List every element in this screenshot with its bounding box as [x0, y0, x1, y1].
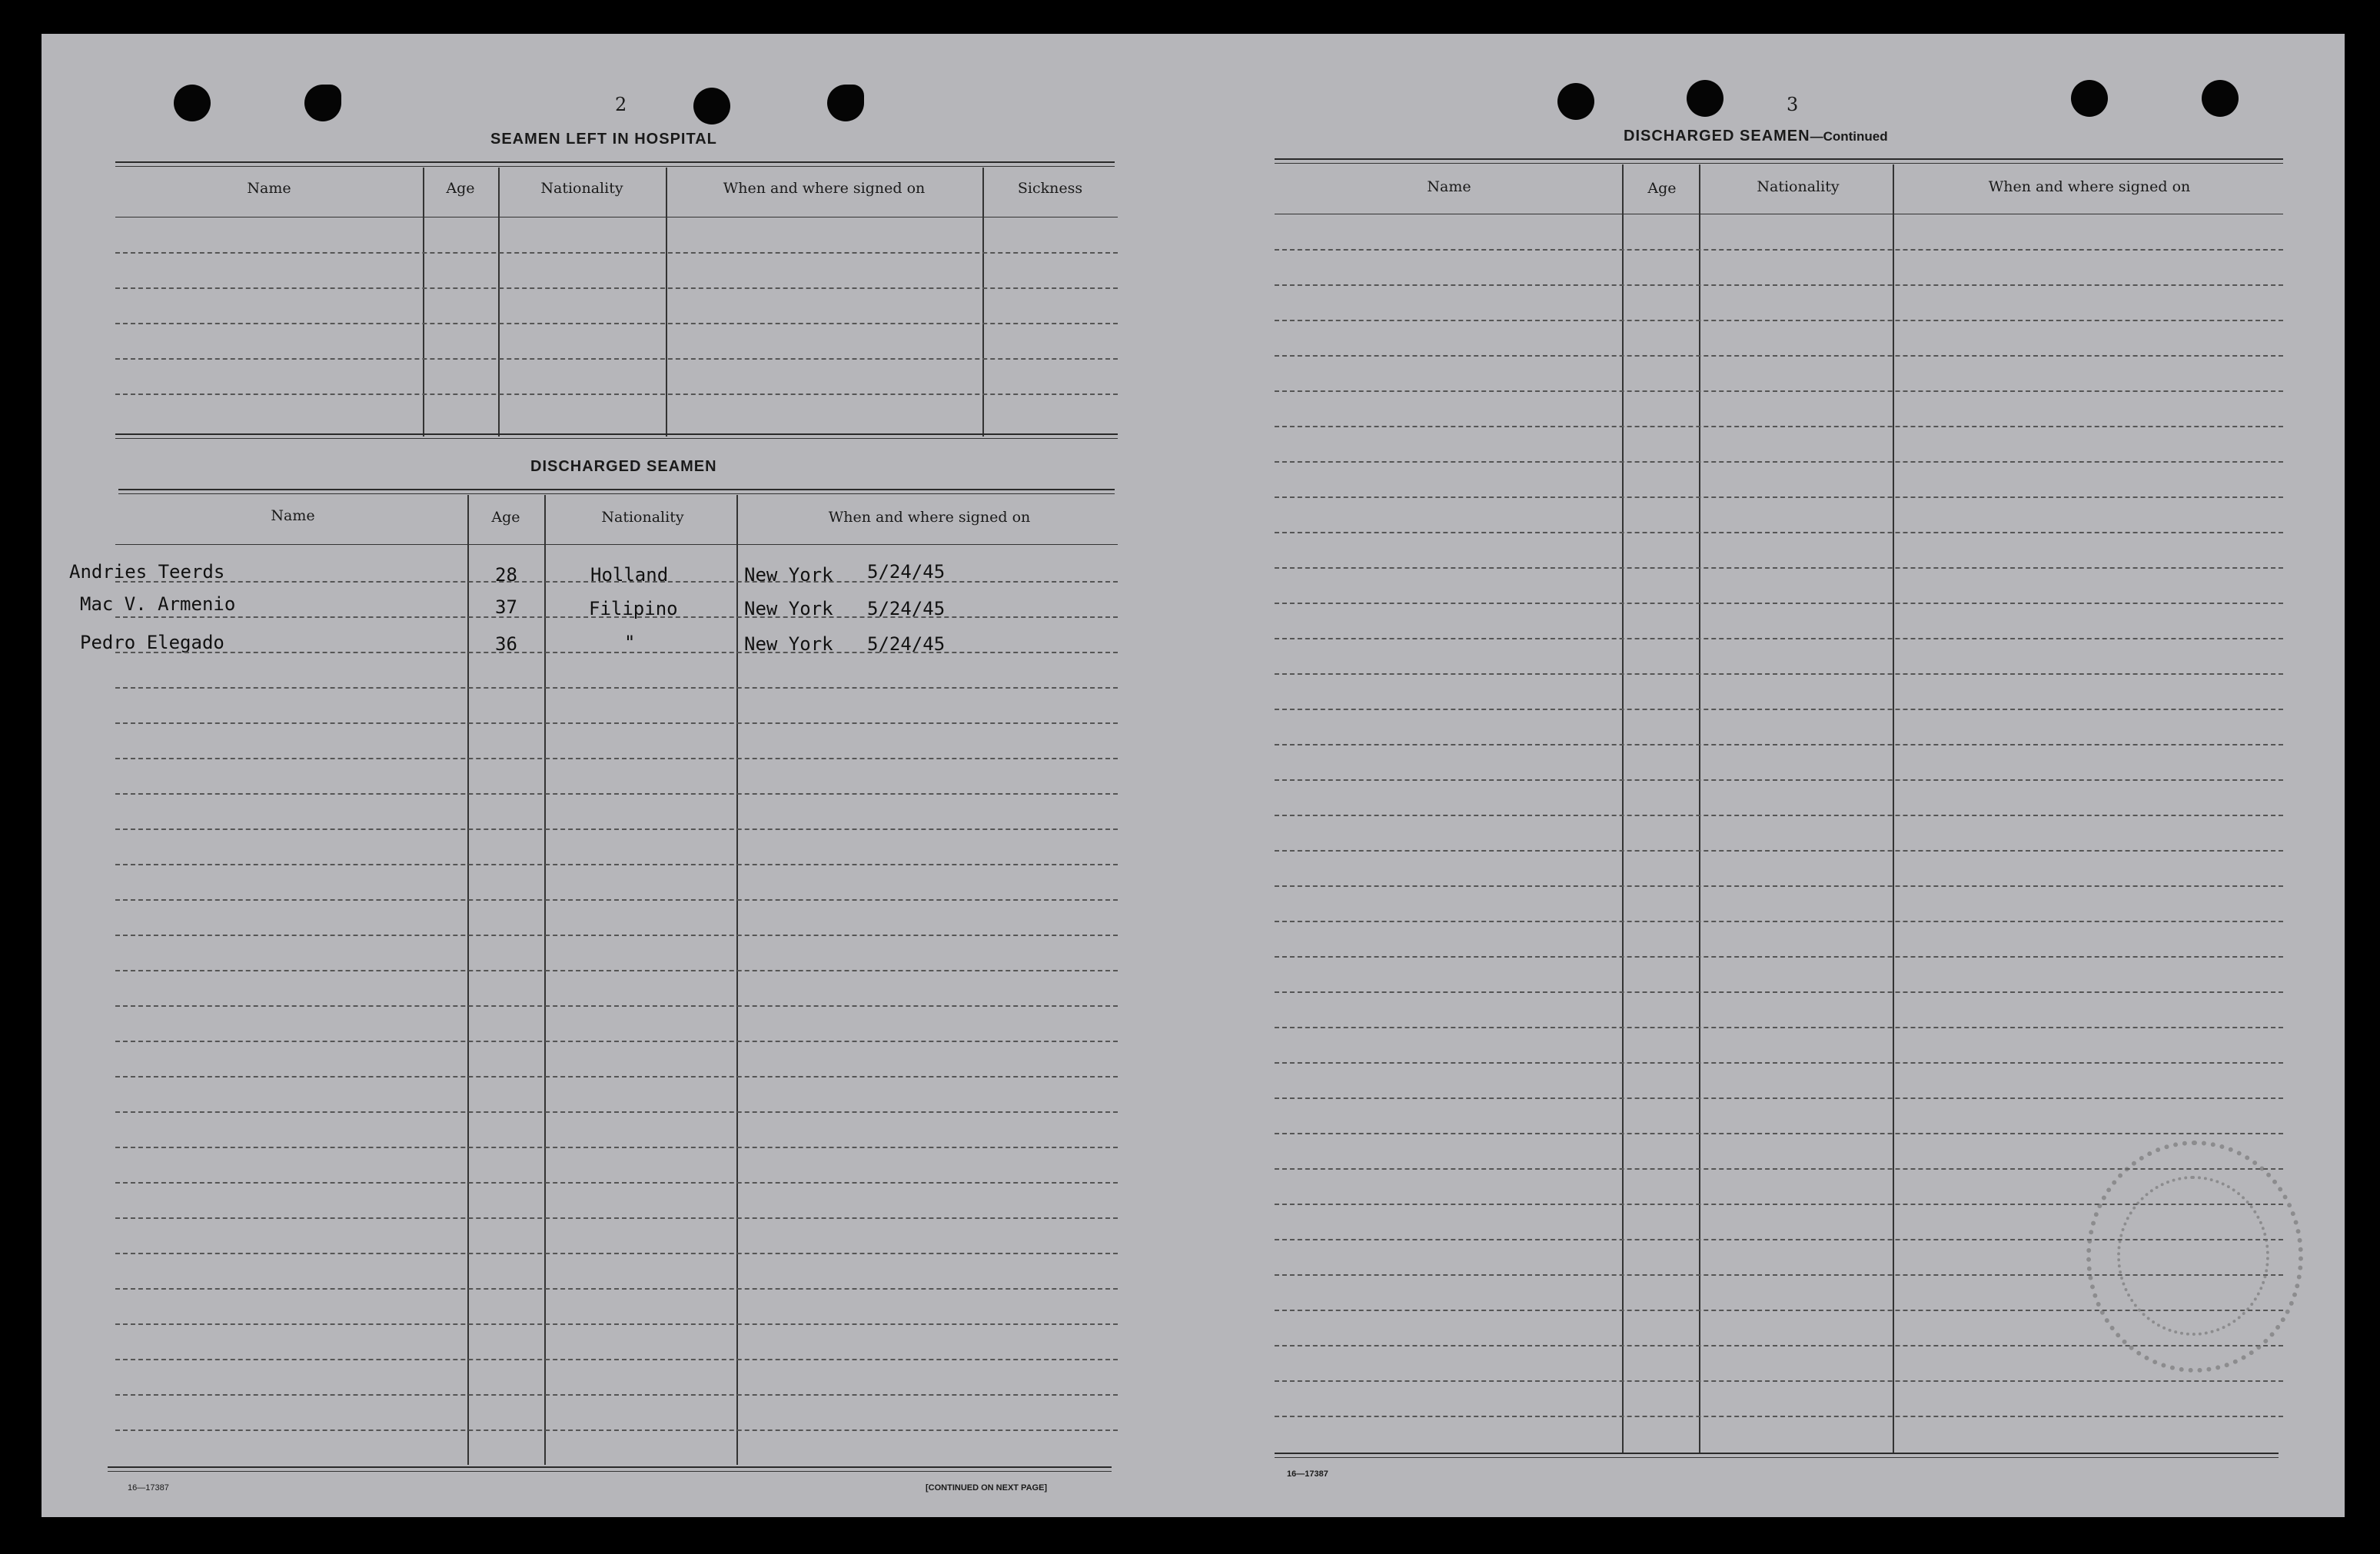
page-number: 2: [615, 94, 627, 115]
column-divider: [736, 495, 738, 1465]
row-line: [1275, 709, 2283, 710]
row-line: [115, 1217, 1118, 1219]
punch-hole: [2202, 80, 2239, 117]
rule: [108, 1471, 1112, 1472]
row-line: [115, 616, 1118, 618]
header-signed-on: When and where signed on: [723, 180, 926, 197]
row-line: [1275, 1062, 2283, 1064]
row-line: [115, 935, 1118, 936]
row-line: [115, 899, 1118, 901]
row-line: [1275, 355, 2283, 357]
row-line: [115, 722, 1118, 724]
punch-hole: [1557, 83, 1594, 120]
rule: [115, 166, 1115, 167]
row-line: [115, 393, 1118, 395]
entry-place: New York: [744, 633, 833, 655]
row-line: [115, 793, 1118, 795]
row-line: [1275, 1133, 2283, 1134]
row-line: [115, 1288, 1118, 1290]
row-line: [115, 758, 1118, 759]
entry-name: Andries Teerds: [69, 561, 225, 583]
row-line: [1275, 779, 2283, 781]
row-line: [1275, 991, 2283, 993]
entry-age: 28: [495, 564, 517, 586]
header-nationality: Nationality: [540, 180, 623, 197]
title-suffix: —Continued: [1810, 129, 1888, 144]
row-line: [115, 1359, 1118, 1360]
header-name: Name: [247, 180, 291, 197]
row-line: [1275, 284, 2283, 286]
entry-nationality: Filipino: [589, 598, 678, 619]
row-line: [115, 1041, 1118, 1042]
column-divider: [423, 168, 424, 437]
entry-age: 36: [495, 633, 517, 655]
column-divider: [498, 168, 500, 437]
entry-age: 37: [495, 596, 517, 618]
entry-date: 5/24/45: [867, 633, 946, 655]
column-divider: [467, 495, 469, 1465]
column-divider: [666, 168, 667, 437]
row-line: [115, 652, 1118, 653]
rule: [1275, 158, 2283, 160]
form-number: 16—17387: [128, 1483, 169, 1493]
row-line: [115, 323, 1118, 324]
row-line: [115, 970, 1118, 971]
row-line: [1275, 567, 2283, 569]
row-line: [115, 864, 1118, 865]
row-line: [1275, 815, 2283, 816]
entry-name: Mac V. Armenio: [80, 593, 236, 615]
rule: [1275, 163, 2283, 164]
row-line: [115, 1253, 1118, 1254]
row-line: [115, 1394, 1118, 1396]
row-line: [115, 287, 1118, 289]
punch-hole: [174, 85, 211, 121]
column-divider: [1893, 164, 1894, 1453]
header-name: Name: [271, 507, 315, 524]
row-line: [115, 1147, 1118, 1148]
header-age: Age: [1647, 180, 1677, 197]
row-line: [115, 1076, 1118, 1078]
title-text: DISCHARGED SEAMEN: [1624, 128, 1810, 144]
column-divider: [544, 495, 546, 1465]
column-divider: [1699, 164, 1700, 1453]
header-nationality: Nationality: [601, 509, 684, 526]
row-line: [1275, 461, 2283, 463]
row-line: [1275, 603, 2283, 604]
row-line: [1275, 956, 2283, 958]
document-sheet: [42, 34, 2345, 1517]
punch-hole: [1687, 80, 1724, 117]
header-nationality: Nationality: [1757, 178, 1840, 195]
header-signed-on: When and where signed on: [828, 509, 1031, 526]
entry-nationality: Holland: [590, 564, 669, 586]
row-line: [1275, 1097, 2283, 1099]
row-line: [115, 687, 1118, 689]
row-line: [115, 358, 1118, 360]
header-age: Age: [446, 180, 475, 197]
page-number: 3: [1787, 94, 1799, 115]
row-line: [1275, 426, 2283, 427]
entry-name: Pedro Elegado: [80, 632, 224, 653]
row-line: [1275, 532, 2283, 533]
row-line: [115, 1323, 1118, 1325]
rule: [118, 493, 1115, 494]
entry-date: 5/24/45: [867, 561, 946, 583]
column-divider: [1622, 164, 1624, 1453]
rule: [115, 161, 1115, 163]
row-line: [1275, 390, 2283, 392]
header-sickness: Sickness: [1017, 180, 1083, 197]
header-age: Age: [491, 509, 520, 526]
discharged-continued-title: [1624, 128, 1888, 145]
punch-hole: [2071, 80, 2108, 117]
discharged-section-title: DISCHARGED SEAMEN: [530, 458, 717, 475]
rule: [115, 433, 1118, 435]
row-line: [1275, 885, 2283, 887]
punch-hole: [693, 88, 730, 125]
row-line: [115, 828, 1118, 830]
row-line: [1275, 496, 2283, 498]
rule: [115, 544, 1118, 545]
continued-note: [CONTINUED ON NEXT PAGE]: [926, 1483, 1048, 1493]
rule: [118, 489, 1115, 490]
row-line: [1275, 638, 2283, 639]
entry-date: 5/24/45: [867, 598, 946, 619]
row-line: [115, 1111, 1118, 1113]
entry-nationality: ": [624, 632, 636, 653]
row-line: [1275, 1416, 2283, 1417]
entry-place: New York: [744, 598, 833, 619]
row-line: [1275, 850, 2283, 852]
form-number: 16—17387: [1287, 1469, 1328, 1479]
row-line: [1275, 744, 2283, 745]
row-line: [1275, 673, 2283, 675]
row-line: [1275, 320, 2283, 321]
header-name: Name: [1427, 178, 1471, 195]
row-line: [1275, 249, 2283, 251]
header-signed-on: When and where signed on: [1988, 178, 2191, 195]
row-line: [1275, 921, 2283, 922]
row-line: [1275, 1027, 2283, 1028]
faded-stamp: [2117, 1176, 2269, 1336]
punch-hole: [304, 85, 341, 121]
rule: [108, 1466, 1112, 1468]
column-divider: [982, 168, 984, 437]
hospital-section-title: SEAMEN LEFT IN HOSPITAL: [490, 131, 717, 148]
row-line: [1275, 1380, 2283, 1382]
row-line: [115, 1005, 1118, 1007]
rule: [1275, 1453, 2279, 1454]
punch-hole: [827, 85, 864, 121]
row-line: [115, 252, 1118, 254]
row-line: [115, 581, 1118, 583]
row-line: [115, 1182, 1118, 1184]
row-line: [115, 1429, 1118, 1431]
entry-place: New York: [744, 564, 833, 586]
rule: [1275, 1457, 2279, 1458]
rule: [115, 438, 1118, 439]
